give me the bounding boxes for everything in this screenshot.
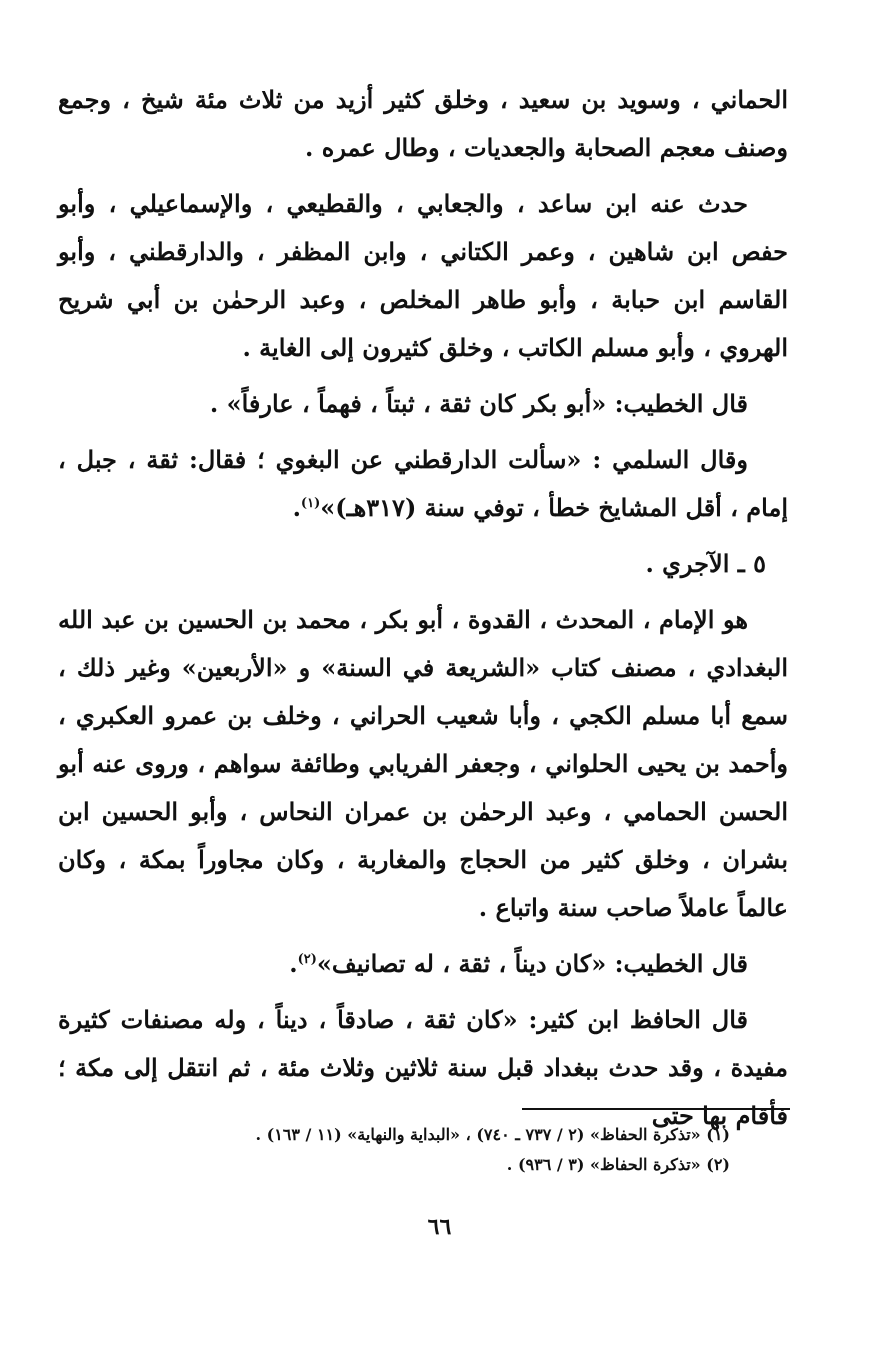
paragraph-text: قال الخطيب: «أبو بكر كان ثقة ، ثبتاً ، فهماً ، عارفاً» . — [209, 389, 748, 418]
paragraph-text: الحماني ، وسويد بن سعيد ، وخلق كثير أزيد من ثلاث مئة شيخ ، وجمع وصنف معجم الصحابة والجعديات ، وطال عمره . — [58, 85, 788, 162]
paragraph — [58, 940, 788, 988]
main-text — [58, 76, 788, 1148]
paragraph — [58, 596, 788, 932]
footnote-marker: (٢) — [297, 952, 317, 967]
paragraph-tail: . — [289, 949, 298, 978]
section-heading — [58, 540, 788, 588]
paragraph-text: قال الحافظ ابن كثير: «كان ثقة ، صادقاً ، ديناً ، وله مصنفات كثيرة مفيدة ، وقد حدث ببغداد قبل سنة ثلاثين وثلاث مئة ، ثم انتقل إلى مكة ؛ فأقام بها حتى — [58, 1005, 788, 1130]
paragraph-text: حدث عنه ابن ساعد ، والجعابي ، والقطيعي ، والإسماعيلي ، وأبو حفص ابن شاهين ، وعمر الكتاني ، وابن المظفر ، والدارقطني ، وأبو القاسم ابن حبابة ، وأبو طاهر المخلص ، وعبد الرحمٰن بن أبي شريح الهروي ، وأبو مسلم الكاتب ، وخلق كثيرون إلى الغاية . — [58, 189, 788, 362]
paragraph — [58, 436, 788, 532]
footnote-divider — [522, 1108, 790, 1110]
paragraph-tail: . — [292, 493, 301, 522]
footnotes — [120, 1120, 730, 1180]
footnote-marker: (١) — [300, 496, 321, 511]
paragraph — [58, 76, 788, 172]
page-number: ٦٦ — [427, 1214, 452, 1240]
paragraph-text: قال الخطيب: «كان ديناً ، ثقة ، له تصانيف» — [316, 949, 748, 978]
heading-text: ٥ ـ الآجري . — [645, 549, 766, 578]
paragraph — [58, 180, 788, 372]
paragraph — [58, 380, 788, 428]
footnote: (٢) «تذكرة الحفاظ» (٣ / ٩٣٦) . — [506, 1155, 730, 1174]
footnote: (١) «تذكرة الحفاظ» (٢ / ٧٣٧ ـ ٧٤٠) ، «البداية والنهاية» (١١ / ١٦٣) . — [255, 1125, 730, 1144]
paragraph-text: وقال السلمي : «سألت الدارقطني عن البغوي ؛ فقال: ثقة ، جبل ، إمام ، أقل المشايخ خطأ ، توفي سنة (٣١٧هـ)» — [58, 445, 788, 522]
paragraph-text: هو الإمام ، المحدث ، القدوة ، أبو بكر ، محمد بن الحسين بن عبد الله البغدادي ، مصنف كتاب «الشريعة في السنة» و «الأربعين» وغير ذلك ، سمع أبا مسلم الكجي ، وأبا شعيب الحراني ، وخلف بن عمرو العكبري ، وأحمد بن يحيى الحلواني ، وجعفر الفريابي وطائفة سواهم ، وروى عنه أبو الحسن الحمامي ، وعبد الرحمٰن بن عمران النحاس ، وأبو الحسين ابن بشران ، وخلق كثير من الحجاج والمغاربة ، وكان مجاوراً بمكة ، وكان عالماً عاملاً صاحب سنة واتباع . — [58, 605, 788, 922]
paragraph — [58, 996, 788, 1140]
